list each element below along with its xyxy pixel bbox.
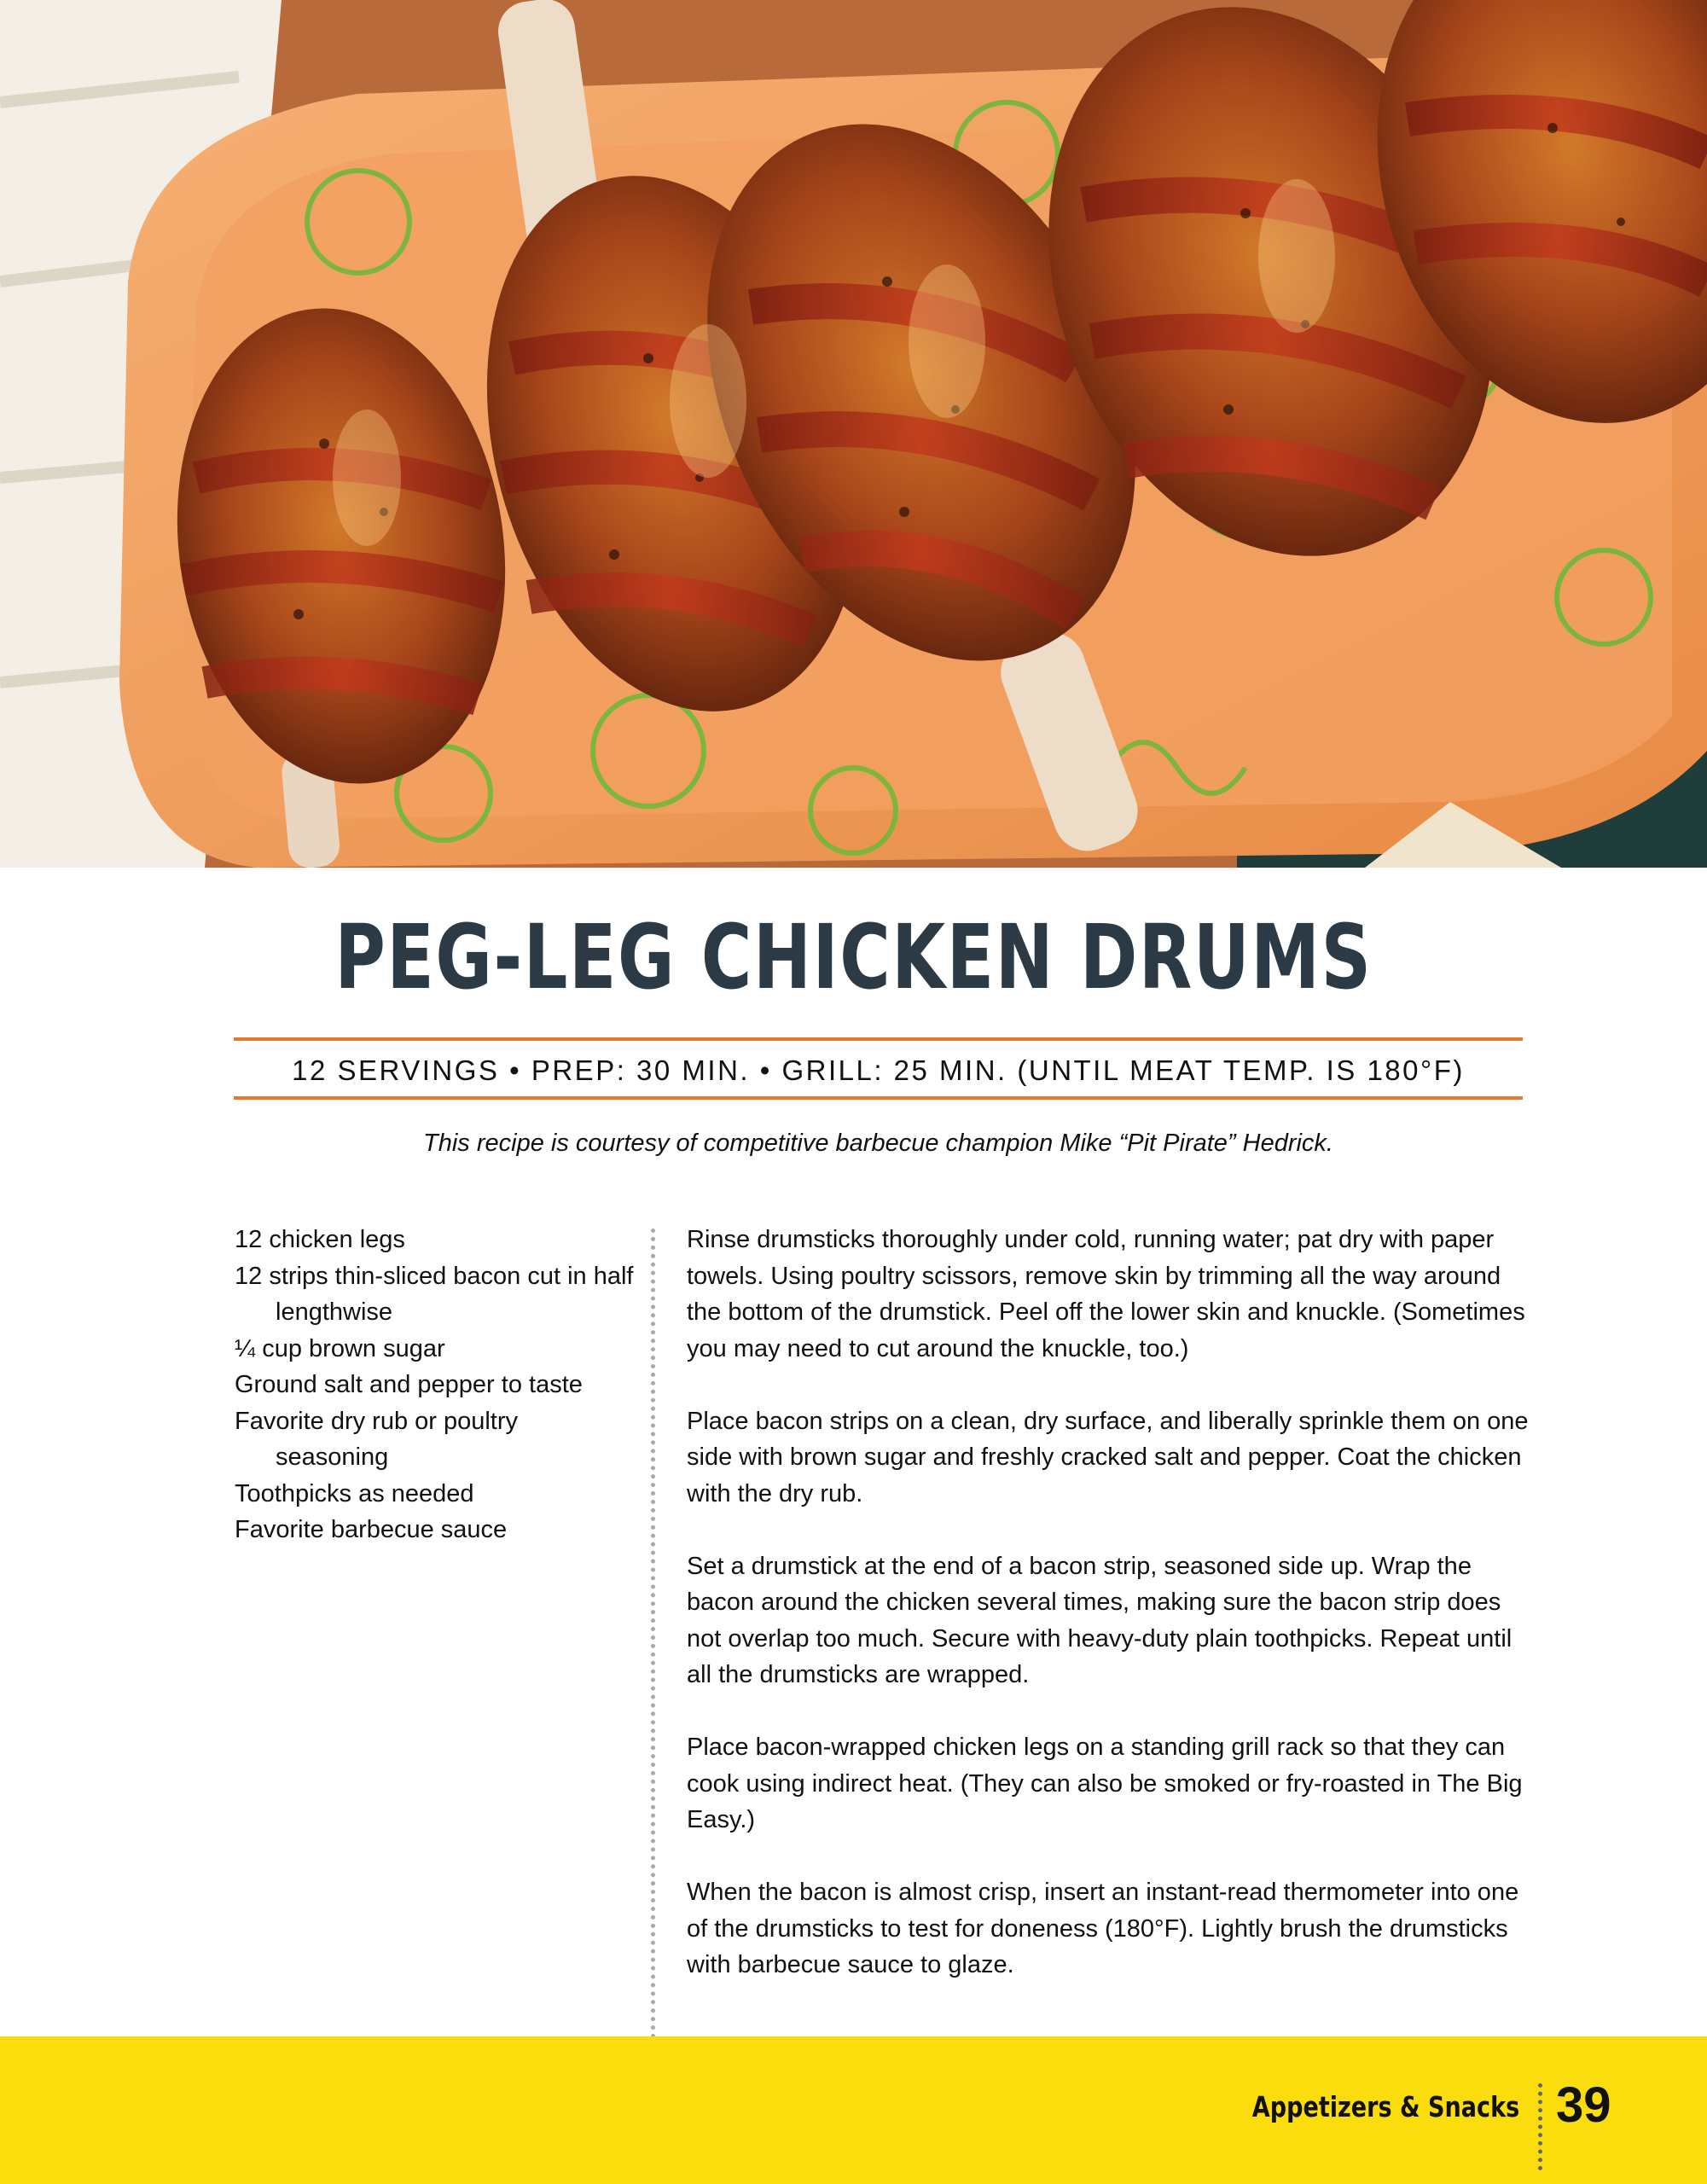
recipe-title: PEG-LEG CHICKEN DRUMS	[334, 905, 1373, 1009]
method-step: Place bacon strips on a clean, dry surface, and liberally sprinkle them on one side with brown sugar and freshly cracked salt and pepper. Coat the chicken with the dry rub.	[687, 1407, 1529, 1507]
ingredient-item: 12 strips thin-sliced bacon cut in half lengthwise	[235, 1262, 634, 1326]
recipe-courtesy: This recipe is courtesy of competitive barbecue champion Mike “Pit Pirate” Hedrick.	[423, 1130, 1333, 1157]
footer-section-name: Appetizers & Snacks	[1251, 2090, 1519, 2123]
method-step: Place bacon-wrapped chicken legs on a standing grill rack so that they can cook using indirect heat. (They can also be smoked or fry-roasted in The Big Easy.)	[687, 1734, 1523, 1833]
method-step: Set a drumstick at the end of a bacon strip, seasoned side up. Wrap the bacon around the chicken several times, making sure the bacon strip does not overlap too much. Secure with heavy-duty plain toothpicks. Repeat until all the drumsticks are wrapped.	[687, 1552, 1512, 1688]
method-steps	[687, 1222, 1531, 2019]
ingredient-list	[235, 1222, 636, 1548]
orange-rule-top	[234, 1037, 1523, 1041]
page-number: 39	[1556, 2077, 1611, 2133]
footer-dotted-divider	[1538, 2083, 1542, 2170]
dotted-column-divider	[651, 1228, 655, 2039]
recipe-photo	[0, 0, 1707, 868]
ingredient-item: Toothpicks as needed	[235, 1479, 474, 1507]
method-step: Rinse drumsticks thoroughly under cold, running water; pat dry with paper towels. Using poultry scissors, remove skin by trimming all the way around the bottom of the drumstick. Peel off the lower skin and knuckle. (Sometimes you may need to cut around the knuckle, too.)	[687, 1226, 1525, 1362]
ingredient-item: 12 chicken legs	[235, 1226, 405, 1253]
ingredient-item: Favorite dry rub or poultry seasoning	[235, 1407, 519, 1471]
method-step: When the bacon is almost crisp, insert an instant-read thermometer into one of the drumsticks to test for doneness (180°F). Lightly brush the drumsticks with barbecue sauce to glaze.	[687, 1879, 1519, 1978]
ingredient-item: Ground salt and pepper to taste	[235, 1371, 583, 1398]
recipe-meta: 12 SERVINGS • PREP: 30 MIN. • GRILL: 25 MIN. (UNTIL MEAT TEMP. IS 180°F)	[292, 1054, 1465, 1086]
orange-rule-bottom	[234, 1096, 1523, 1100]
ingredient-item: Favorite barbecue sauce	[235, 1516, 508, 1543]
ingredient-item: ¼ cup brown sugar	[235, 1334, 445, 1362]
chicken-drums-photo-illustration	[0, 0, 1707, 868]
